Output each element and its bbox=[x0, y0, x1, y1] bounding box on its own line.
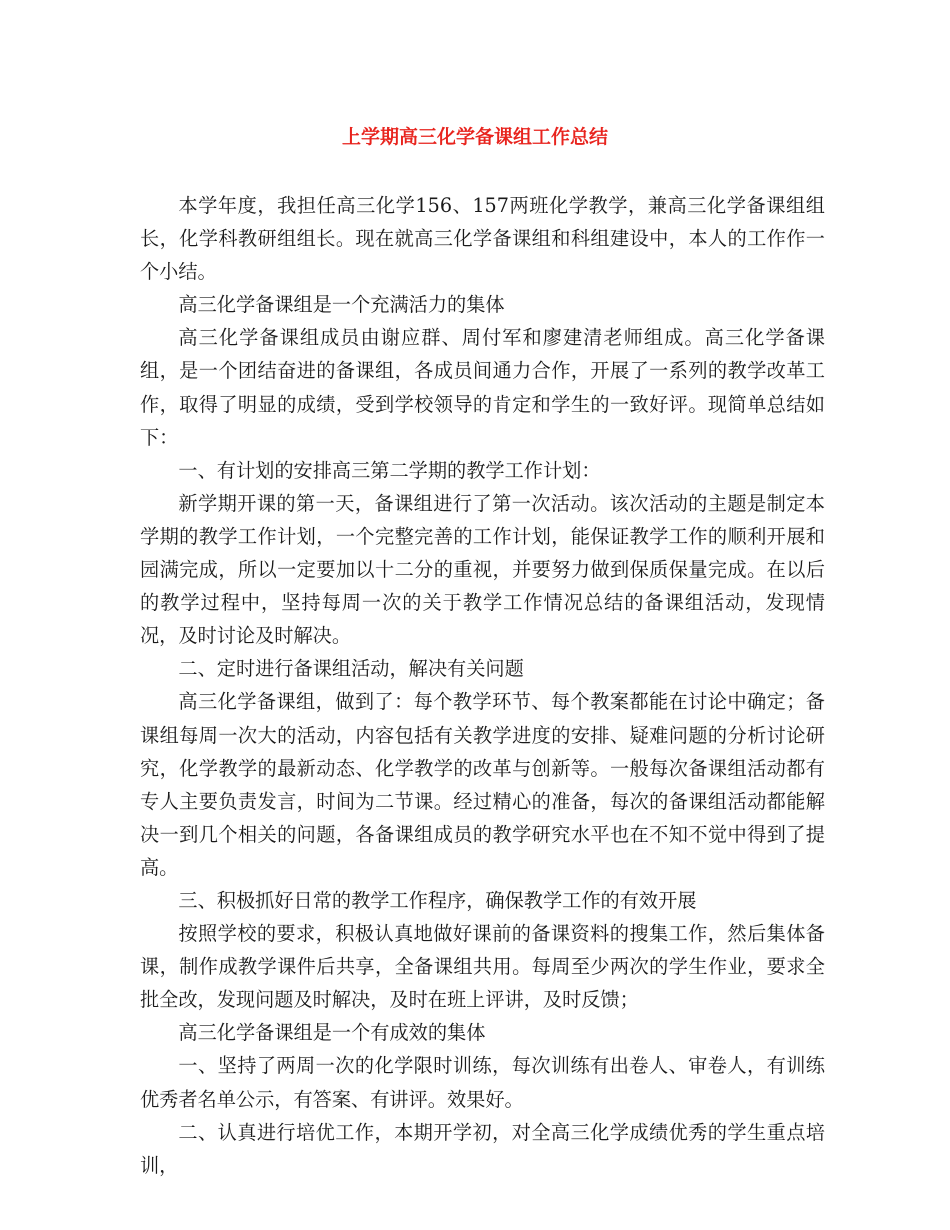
training-paragraph: 一、坚持了两周一次的化学限时训练，每次训练有出卷人、审卷人，有训练优秀者名单公示，有答案、有讲评。效果好。 bbox=[140, 1054, 825, 1111]
item-heading-plan: 一、有计划的安排高三第二学期的教学工作计划： bbox=[178, 458, 601, 482]
members-paragraph: 高三化学备课组成员由谢应群、周付军和廖建清老师组成。高三化学备课组，是一个团结奋进的备课组，各成员间通力合作，开展了一系列的教学改革工作，取得了明显的成绩，受到学校领导的肯定和学生的一致好评。现简单总结如下： bbox=[140, 326, 825, 449]
item-heading-routine: 三、积极抓好日常的教学工作程序，确保教学工作的有效开展 bbox=[178, 888, 697, 912]
item-heading-activities: 二、定时进行备课组活动，解决有关问题 bbox=[178, 657, 524, 681]
excellence-paragraph: 二、认真进行培优工作，本期开学初，对全高三化学成绩优秀的学生重点培训， bbox=[140, 1120, 825, 1177]
section-heading-vitality: 高三化学备课组是一个充满活力的集体 bbox=[178, 293, 505, 317]
plan-paragraph: 新学期开课的第一天，备课组进行了第一次活动。该次活动的主题是制定本学期的教学工作计划，一个完整完善的工作计划，能保证教学工作的顺利开展和园满完成，所以一定要加以十二分的重视，并要努力做到保质保量完成。在以后的教学过程中，坚持每周一次的关于教学工作情况总结的备课组活动，发现情况，及时讨论及时解决。 bbox=[140, 491, 825, 648]
routine-paragraph: 按照学校的要求，积极认真地做好课前的备课资料的搜集工作，然后集体备课，制作成教学课件后共享，全备课组共用。每周至少两次的学生作业，要求全批全改，发现问题及时解决，及时在班上评讲，及时反馈； bbox=[140, 922, 825, 1012]
document-body bbox=[140, 189, 825, 1182]
section-heading-results: 高三化学备课组是一个有成效的集体 bbox=[178, 1021, 486, 1045]
activities-paragraph: 高三化学备课组，做到了：每个教学环节、每个教案都能在讨论中确定；备课组每周一次大的活动，内容包括有关教学进度的安排、疑难问题的分析讨论研究，化学教学的最新动态、化学教学的改革与创新等。一般每次备课组活动都有专人主要负责发言，时间为二节课。经过精心的准备，每次的备课组活动都能解决一到几个相关的问题，各备课组成员的教学研究水平也在不知不觉中得到了提高。 bbox=[140, 690, 825, 879]
intro-paragraph: 本学年度，我担任高三化学156、157两班化学教学，兼高三化学备课组组长，化学科教研组组长。现在就高三化学备课组和科组建设中，本人的工作作一个小结。 bbox=[140, 194, 825, 284]
document-title: 上学期高三化学备课组工作总结 bbox=[341, 126, 608, 148]
